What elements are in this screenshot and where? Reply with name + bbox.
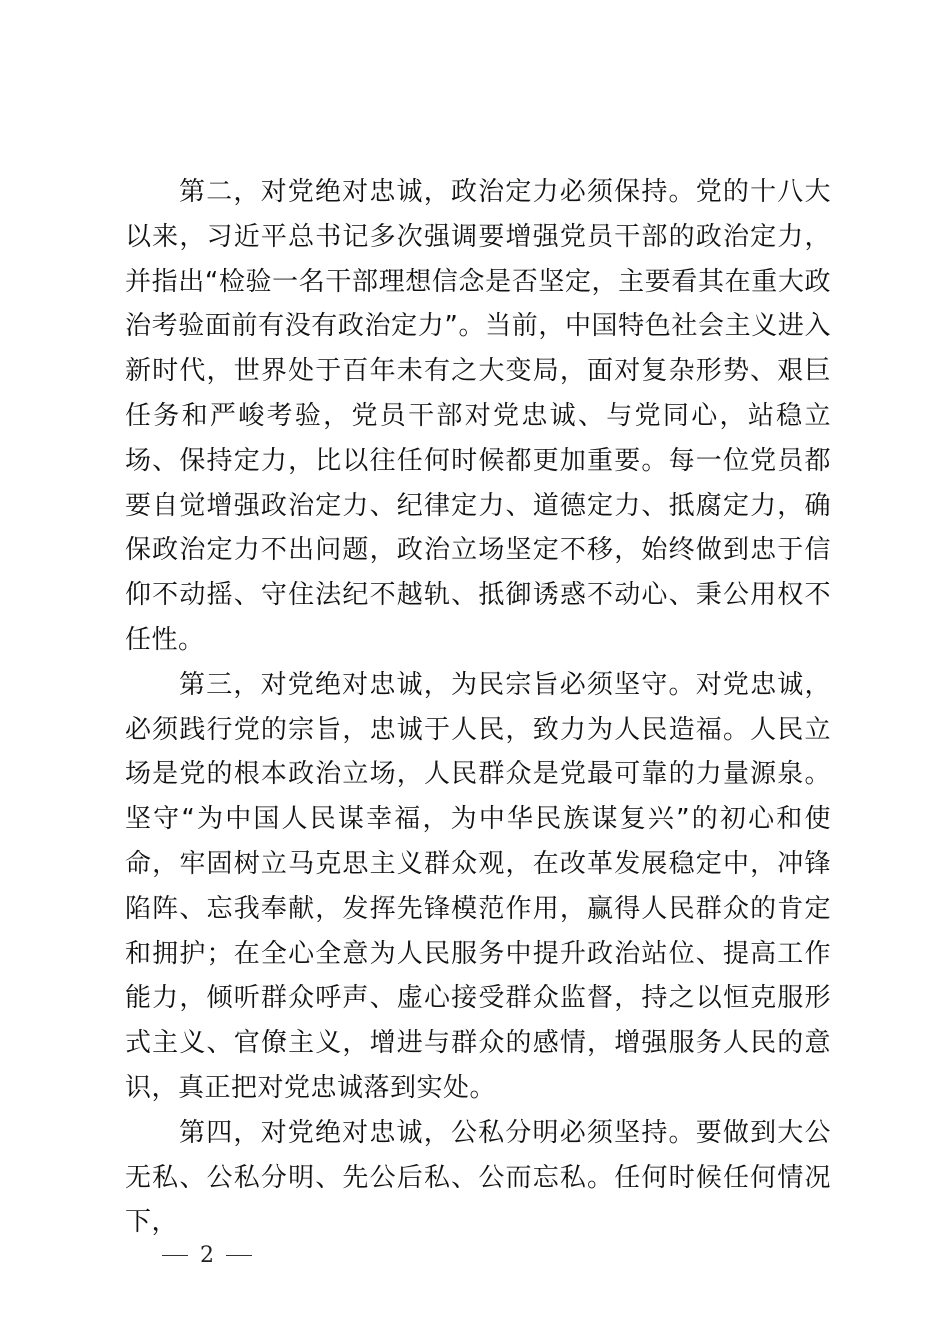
page-footer [162, 1240, 252, 1270]
paragraph-fourth: 第四，对党绝对忠诚，公私分明必须坚持。要做到大公无私、公私分明、先公后私、公而忘私。任何时候任何情况下， [125, 1117, 831, 1238]
paragraph-third: 第三，对党绝对忠诚，为民宗旨必须坚守。对党忠诚，必须践行党的宗旨，忠诚于人民，致力为人民造福。人民立场是党的根本政治立场，人民群众是党最可靠的力量源泉。坚守“为中国人民谋幸福，为中华民族谋复兴”的初心和使命，牢固树立马克思主义群众观，在改革发展稳定中，冲锋陷阵、忘我奉献，发挥先锋模范作用，赢得人民群众的肯定和拥护；在全心全意为人民服务中提升政治站位、提高工作能力，倾听群众呼声、虚心接受群众监督，持之以恒克服形式主义、官僚主义，增进与群众的感情，增强服务人民的意识，真正把对党忠诚落到实处。 [125, 669, 831, 1103]
footer-dash-left [162, 1255, 188, 1256]
document-body [125, 170, 831, 1245]
paragraph-second: 第二，对党绝对忠诚，政治定力必须保持。党的十八大以来，习近平总书记多次强调要增强党员干部的政治定力，并指出“检验一名干部理想信念是否坚定，主要看其在重大政治考验面前有没有政治定力”。当前，中国特色社会主义进入新时代，世界处于百年未有之大变局，面对复杂形势、艰巨任务和严峻考验，党员干部对党忠诚、与党同心，站稳立场、保持定力，比以往任何时候都更加重要。每一位党员都要自觉增强政治定力、纪律定力、道德定力、抵腐定力，确保政治定力不出问题，政治立场坚定不移，始终做到忠于信仰不动摇、守住法纪不越轨、抵御诱惑不动心、秉公用权不任性。 [125, 177, 831, 655]
footer-dash-right [226, 1255, 252, 1256]
page-number: 2 [200, 1242, 214, 1268]
